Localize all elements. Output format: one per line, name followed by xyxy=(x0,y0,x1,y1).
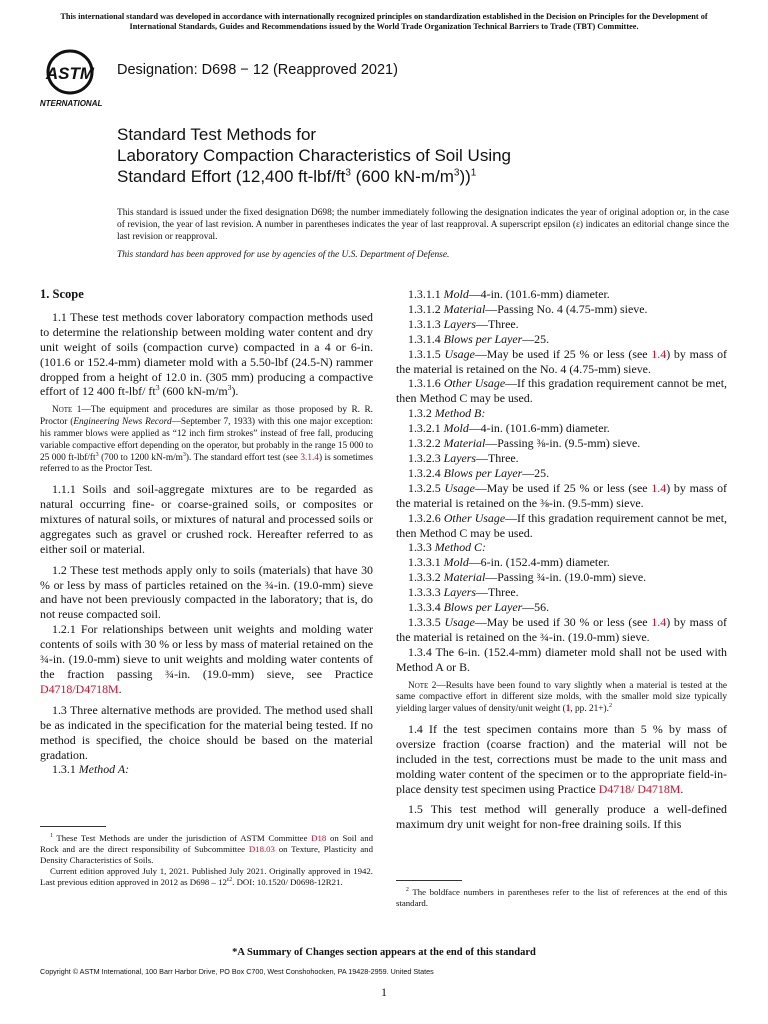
item-1-3-2: 1.3.2 Method B: xyxy=(408,406,486,421)
item-1-3-2-1: 1.3.2.1 Mold—4-in. (101.6-mm) diameter. xyxy=(408,421,610,436)
page-number: 1 xyxy=(381,985,387,999)
item-1-3-2-4: 1.3.2.4 Blows per Layer—25. xyxy=(408,465,550,480)
item-1-3-2-2: 1.3.2.2 Material—Passing ⅜-in. (9.5-mm) sieve. xyxy=(408,436,641,451)
item-1-3-3-1: 1.3.3.1 Mold—6-in. (152.4-mm) diameter. xyxy=(408,555,610,570)
title-line-3: Standard Effort (12,400 $ft-lbf/ft^3$ (600 $kN-m/m^3))^1$ xyxy=(117,167,477,186)
item-1-3-1-3: 1.3.1.3 Layers—Three. xyxy=(408,316,519,331)
link-ref-1[interactable]: 1 xyxy=(565,704,571,715)
footnote-rule xyxy=(396,880,462,881)
section-heading-scope: 1. Scope xyxy=(40,287,84,301)
item-1-3-1-1: 1.3.1.1 Mold—4-in. (101.6-mm) diameter. xyxy=(408,287,610,301)
astm-logo-icon xyxy=(40,48,110,110)
copyright: Copyright © ASTM International, 100 Barr Harbor Drive, PO Box C700, West Conshohocken, PA 19428-2959. United States xyxy=(40,967,434,976)
note-1: Note 1—The equipment and procedures are similar as those proposed by R. R. Proctor (Engineering News Record—September 7, 1933) with this one major exception: his rammer blows were applied as “12 inch firm strokes” instead of free fall, producing variable compactive effort depending on the operator, but probably in the range 15 000 to 25 000 $ft-lbf/ft^3$ (700 to 1200 $kN-m/m^3$). The standard effort test (see 3.1.4) is sometimes referred to as the Proctor Test. xyxy=(40,405,373,475)
item-1-3-3-5: 1.3.3.5 Usage—May be used if 30 % or less (see 1.4) by mass of the material is retained on the ¾-in. (19.0-mm) sieve. xyxy=(396,614,728,644)
paragraph-1-1: 1.1 These test methods cover laboratory compaction methods used to determine the relationship between molding water content and dry unit weight of soils (compaction curve) compacted in a 4 or 6-in. (101.6 or 152.4-mm) diameter mold with a 5.50-lbf (24.5-N) rammer dropped from a height of 12.0 in. (305 mm) producing a compactive effort of 12 400 ft-lbf/ $ft^3$ (600 $kN-m/m^3$). xyxy=(40,309,373,399)
link-1-4[interactable]: 1.4 xyxy=(651,346,667,361)
item-1-3-1-6: 1.3.1.6 Other Usage—If this gradation requirement cannot be met, then Method C may be used. xyxy=(396,376,727,406)
title-line-2: Laboratory Compaction Characteristics of Soil Using xyxy=(117,146,512,165)
link-3-1-4[interactable]: 3.1.4 xyxy=(300,452,319,463)
paragraph-1-1-1: 1.1.1 Soils and soil-aggregate mixtures are to be regarded as natural occurring fine- or coarse-grained soils, or composites or mixtures of natural soils, or mixtures of natural and processed soils or aggregates such as gravel or crushed rock. Hereafter referred to as either soil or material. xyxy=(40,482,373,556)
right-column xyxy=(396,287,727,832)
item-1-3-1-4: 1.3.1.4 Blows per Layer—25. xyxy=(408,331,550,346)
item-1-3-2-6: 1.3.2.6 Other Usage—If this gradation requirement cannot be met, then Method C may be used. xyxy=(396,510,727,540)
paragraph-1-4: 1.4 If the test specimen contains more than 5 % by mass of oversize fraction (coarse fraction) and the material will not be included in the test, corrections must be made to the unit mass and molding water content of the specimen or to the appropriate field-in-place density test specimen using Practice D4718/ D4718M. xyxy=(396,721,727,796)
paragraph-1-3-1: 1.3.1 Method A: xyxy=(52,762,130,777)
left-column xyxy=(40,287,373,777)
link-d4718[interactable]: D4718/D4718M xyxy=(40,681,119,696)
item-1-3-1-5: 1.3.1.5 Usage—May be used if 25 % or less (see 1.4) by mass of the material is retained on the No. 4 (4.75-mm) sieve. xyxy=(396,346,728,376)
item-1-3-2-5: 1.3.2.5 Usage—May be used if 25 % or less (see 1.4) by mass of the material is retained on the ⅜-in. (9.5-mm) sieve. xyxy=(396,480,728,510)
link-d4718[interactable]: D4718/ D4718M xyxy=(598,781,681,796)
link-1-4[interactable]: 1.4 xyxy=(651,480,667,495)
paragraph-1-2-1: 1.2.1 For relationships between unit weights and molding water contents of soils with 30 % or less by mass of material retained on the ¾-in. (19.0-mm) sieve to unit weights and molding water contents of the fraction passing ¾-in. (19.0-mm) sieve, see Practice D4718/D4718M. xyxy=(40,622,373,696)
paragraph-1-2: 1.2 These test methods apply only to soils (materials) that have 30 % or less by mass of particles retained on the ¾-in. (19.0-mm) sieve and have not been previously compacted in the laboratory; that is, do not reuse compacted soil. xyxy=(40,562,373,622)
item-1-3-3-2: 1.3.3.2 Material—Passing ¾-in. (19.0-mm) sieve. xyxy=(408,570,647,585)
compliance-header: This international standard was developed in accordance with internationally recognized principles on standardization established in the Decision on Principles for the Development of International Standards, Guides and Recommendations issued by the World Trade Organization Technical Barriers to Trade (TBT) Committee. xyxy=(60,12,708,31)
item-1-3-3-3: 1.3.3.3 Layers—Three. xyxy=(408,585,519,600)
item-1-3-1-2: 1.3.1.2 Material—Passing No. 4 (4.75-mm) sieve. xyxy=(408,301,648,316)
summary-notice: *A Summary of Changes section appears at the end of this standard xyxy=(232,947,536,958)
link-1-4[interactable]: 1.4 xyxy=(651,614,667,629)
item-1-3-3: 1.3.3 Method C: xyxy=(408,540,486,555)
note-2: Note 2—Results have been found to vary slightly when a material is tested at the same compactive effort in different size molds, with the smaller mold size typically yielding larger values of density/unit weight (1, pp. 21+).$^2$ xyxy=(396,680,728,715)
logo-subtitle: INTERNATIONAL xyxy=(40,99,103,108)
paragraph-1-5: 1.5 This test method will generally produce a well-defined maximum dry unit weight for non-free draining soils. If this xyxy=(396,802,727,832)
designation: Designation: D698 − 12 (Reapproved 2021) xyxy=(117,62,398,78)
item-1-3-2-3: 1.3.2.3 Layers—Three. xyxy=(408,450,519,465)
item-1-3-4: 1.3.4 The 6-in. (152.4-mm) diameter mold shall not be used with Method A or B. xyxy=(396,644,727,674)
footnote-rule xyxy=(40,826,106,827)
issuance-statement xyxy=(117,207,729,267)
issuance-paragraph: This standard is issued under the fixed designation D698; the number immediately following the designation indicates the year of original adoption or, in the case of revision, the year of last revision. A number in parentheses indicates the year of last reapproval. A superscript epsilon (ε) indicates an editorial change since the last revision or reapproval. xyxy=(117,208,729,242)
item-1-3-3-4: 1.3.3.4 Blows per Layer—56. xyxy=(408,600,550,615)
link-d18-03[interactable]: D18.03 xyxy=(248,844,275,854)
link-d18[interactable]: D18 xyxy=(311,833,327,843)
document-title xyxy=(117,124,727,187)
paragraph-1-3: 1.3 Three alternative methods are provided. The method used shall be as indicated in the specification for the material being tested. If no method is specified, the choice should be based on the material gradation. xyxy=(40,702,373,762)
footnote-1: $^1$ These Test Methods are under the jurisdiction of ASTM Committee D18 on Soil and Rock and are the direct responsibility of Subcommittee D18.03 on Texture, Plasticity and Density Characteristics of Soils. Current edition approved July 1, 2021. Published July 2021. Originally approved in 1942. Last previous edition approved in 2012 as $D698 - 12^{\varepsilon 2}$. DOI: 10.1520/ D0698-12R21. xyxy=(40,826,373,888)
footnote-2: $^2$ The boldface numbers in parentheses refer to the list of references at the end of this standard. xyxy=(396,880,727,909)
dod-approval: This standard has been approved for use by agencies of the U.S. Department of Defense. xyxy=(117,250,450,260)
logo-letters: ASTM xyxy=(45,64,95,83)
title-line-1: Standard Test Methods for xyxy=(117,125,317,144)
